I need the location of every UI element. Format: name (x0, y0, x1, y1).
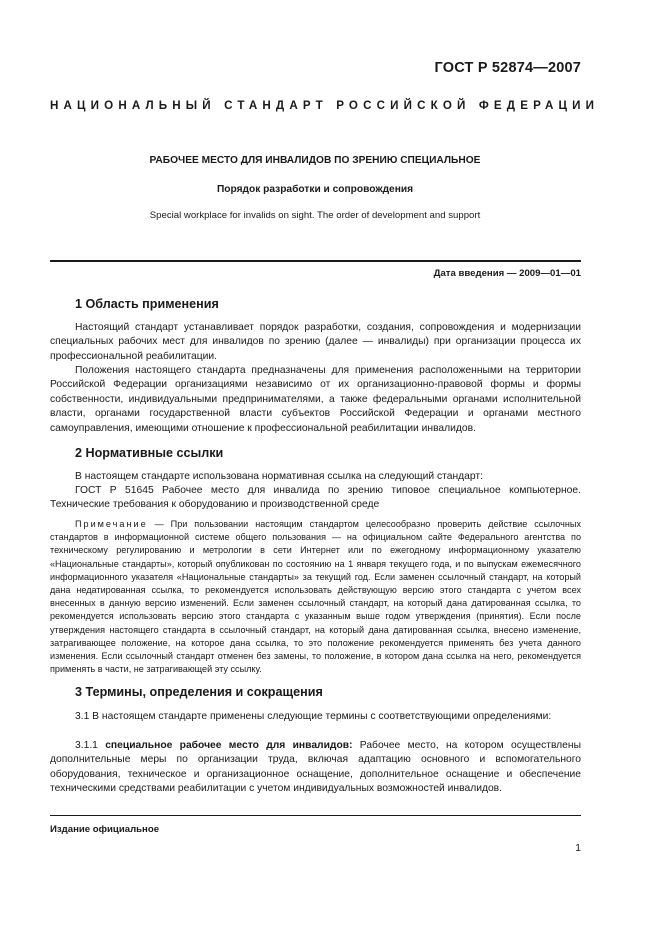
section-2-note (50, 518, 581, 676)
document-number: ГОСТ Р 52874—2007 (434, 60, 581, 76)
national-standard-heading: НАЦИОНАЛЬНЫЙ СТАНДАРТ РОССИЙСКОЙ ФЕДЕРАЦИИ (50, 99, 600, 112)
definition-term: специальное рабочее место для инвалидов: (105, 740, 353, 751)
section-2-heading: 2 Нормативные ссылки (75, 446, 224, 460)
document-title: РАБОЧЕЕ МЕСТО ДЛЯ ИНВАЛИДОВ ПО ЗРЕНИЮ СПЕЦИАЛЬНОЕ (149, 155, 481, 166)
definition-number: 3.1.1 (75, 740, 106, 751)
section-3-paragraph-1: 3.1 В настоящем стандарте применены следующие термины с соответствующими определениями: (75, 711, 552, 722)
title-divider (50, 260, 581, 262)
section-3-definition (50, 739, 581, 797)
note-text: — При пользовании настоящим стандартом целесообразно проверить действие ссылочных стандартов в информационной системе общего пользования — на официальном сайте Федерального агентства по техническому регулированию и метрологии в сети Интернет или по ежегодному информационному указателю «Национальные стандарты», который опубликован по состоянию на 1 января текущего года, и по выпускам ежемесячного информационного указателя «Национальные стандарты» за текущий год. Если заменен ссылочный стандарт, на который дана недатированная ссылка, то рекомендуется использовать действующую версию этого стандарта с учетом всех внесенных в данную версию изменений. Если заменен ссылочный стандарт, на который дана датированная ссылка, то рекомендуется использовать версию этого стандарта с указанным выше годом утверждения (принятия). Если после утверждения настоящего стандарта в ссылочный стандарт, на который дана датированная ссылка, внесено изменение, затрагивающее положение, на которое дана ссылка, то это положение рекомендуется применять без учета данного изменения. Если ссылочный стандарт отменен без замены, то положение, в котором дана ссылка на него, рекомендуется применять в части, не затрагивающей эту ссылку. (50, 519, 581, 675)
page-number: 1 (575, 843, 581, 854)
section-1-paragraph-2: Положения настоящего стандарта предназначены для применения расположенными на территории Российской Федерации организациями независимо от их организационно-правовой формы и формы собственности, индивидуальными предпринимателями, а также федеральными органами исполнительной власти, органами государственной власти субъектов Российской Федерации и органами местного самоуправления, имеющими отношение к профессиональной реабилитации инвалидов. (50, 365, 581, 434)
footer-divider (50, 815, 581, 816)
definition-text: Рабочее место, на котором осуществлены дополнительные меры по организации труда, включая адаптацию основного и вспомогательного оборудования, техническое и организационное оснащение, дополнительное оснащение и обеспечение техническими средствами реабилитации с учетом индивидуальных возможностей инвалидов. (50, 740, 581, 795)
section-1-paragraph-1: Настоящий стандарт устанавливает порядок разработки, создания, сопровождения и модернизации специальных рабочих мест для инвалидов по зрению (далее — инвалиды) при организации процесса их профессиональной реабилитации. (50, 322, 581, 362)
edition-label: Издание официальное (50, 824, 160, 835)
introduction-date: Дата введения — 2009—01—01 (433, 268, 581, 279)
section-2-paragraph-1: В настоящем стандарте использована нормативная ссылка на следующий стандарт: (75, 471, 483, 482)
section-3-heading: 3 Термины, определения и сокращения (75, 685, 323, 699)
note-label: Примечание (75, 519, 148, 529)
section-1-heading: 1 Область применения (75, 297, 219, 311)
section-2-reference: ГОСТ Р 51645 Рабочее место для инвалида по зрению типовое специальное компьютерное. Технические требования к оборудованию и производственной среде (50, 485, 581, 511)
english-title: Special workplace for invalids on sight. The order of development and support (149, 210, 481, 221)
document-subtitle: Порядок разработки и сопровождения (216, 184, 414, 195)
